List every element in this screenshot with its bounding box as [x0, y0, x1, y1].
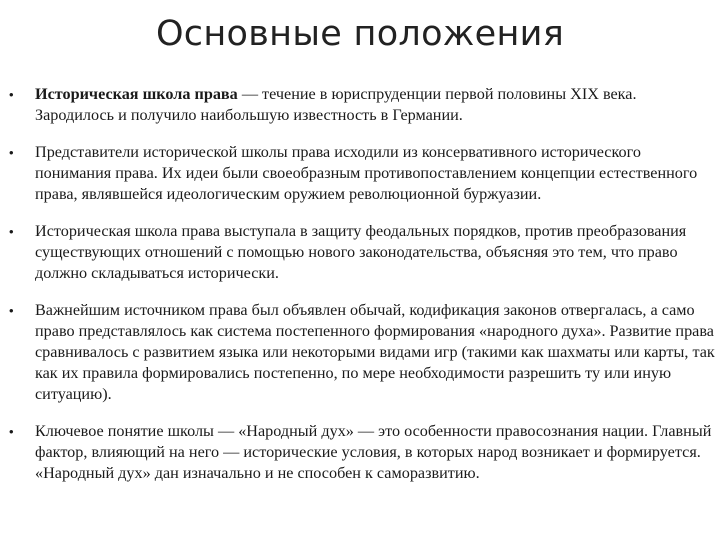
bullet-text: Историческая школа права выступала в защиту феодальных порядков, против преобразования существующих отношений с помощью нового законодательства, объясняя это тем, что право должно складываться исторически. — [35, 222, 687, 282]
bullet-list — [0, 84, 720, 500]
bullet-dot-icon: • — [9, 303, 14, 318]
bullet-text: — течение в юриспруденции первой половины XIX века. Зародилось и получило наибольшую известность в Германии. — [35, 85, 637, 124]
bullet-text: Ключевое понятие школы — «Народный дух» — это особенности правосознания нации. Главный фактор, влияющий на него — исторические условия, в которых народ возникает и формируется. «Народный дух» дан изначально и не способен к саморазвитию. — [35, 422, 712, 482]
bullet-dot-icon: • — [9, 224, 14, 239]
bullet-item — [0, 300, 720, 405]
bullet-item — [0, 221, 720, 284]
bullet-dot-icon: • — [9, 87, 14, 102]
bullet-text: Представители исторической школы права исходили из консервативного исторического понимания права. Их идеи были своеобразным противопоставлением концепции естественного права, являвшейся идеологическим оружием революционной буржуазии. — [35, 143, 698, 203]
bullet-bold-term: Историческая школа права — [35, 85, 238, 103]
bullet-text: Важнейшим источником права был объявлен обычай, кодификация законов отвергалась, а само право представлялось как система постепенного формирования «народного духа». Развитие права сравнивалось с развитием языка или некоторыми видами игр (такими как шахматы или карты, так как их правила формировались постепенно, по мере необходимости разрешить ту или иную ситуацию). — [35, 301, 715, 403]
bullet-dot-icon: • — [9, 145, 14, 160]
bullet-dot-icon: • — [9, 424, 14, 439]
bullet-item — [0, 142, 720, 205]
bullet-item — [0, 84, 720, 126]
slide-title: Основные положения — [155, 14, 565, 54]
bullet-item — [0, 421, 720, 484]
